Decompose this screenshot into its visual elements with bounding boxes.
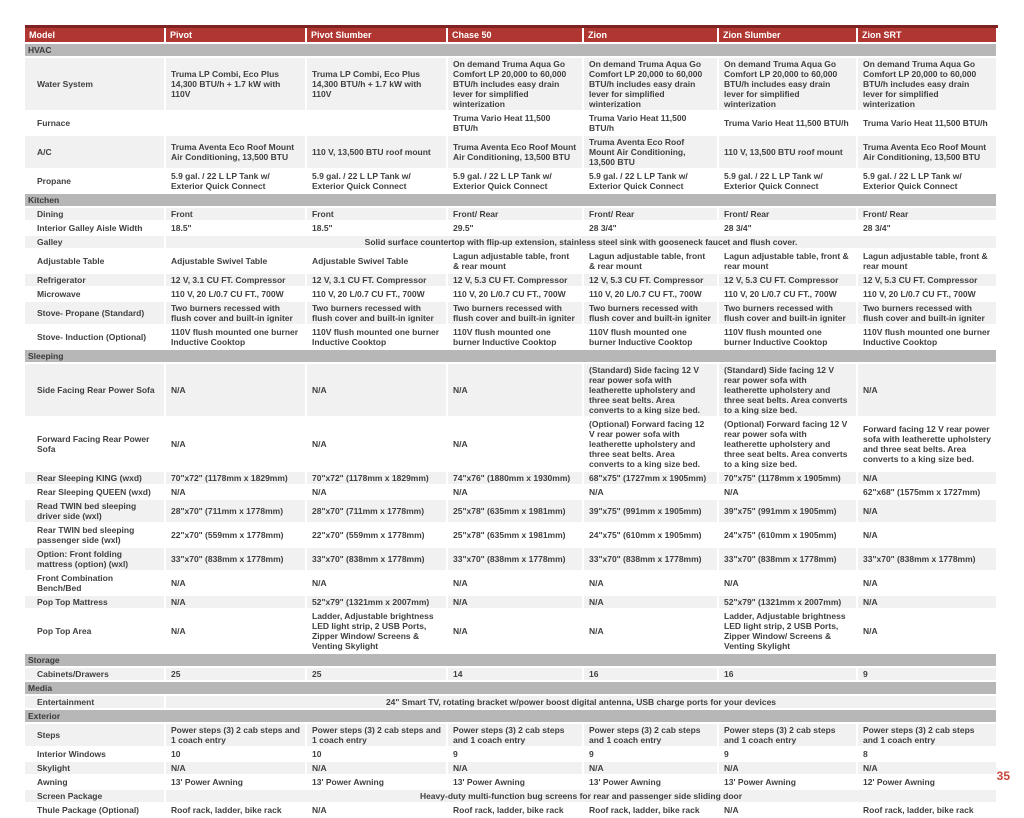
column-header-chase-50: Chase 50: [447, 27, 583, 44]
spec-cell: Truma Aventa Eco Roof Mount Air Conditioning, 13,500 BTU: [165, 135, 306, 169]
section-title: Media: [25, 681, 997, 695]
spec-cell: On demand Truma Aqua Go Comfort LP 20,000 to 60,000 BTU/h includes easy drain lever for simplified winterization: [583, 57, 718, 111]
spec-cell: N/A: [447, 609, 583, 653]
row-label: Microwave: [25, 287, 165, 301]
page-number: 35: [996, 769, 1010, 783]
row-label: Thule Package (Optional): [25, 803, 165, 817]
spec-cell: Lagun adjustable table, front & rear mount: [583, 249, 718, 273]
row-label: Front Combination Bench/Bed: [25, 571, 165, 595]
spec-cell: 5.9 gal. / 22 L LP Tank w/ Exterior Quick Connect: [718, 169, 857, 193]
spec-row: [25, 803, 997, 817]
row-label: Skylight: [25, 761, 165, 775]
spec-cell: Roof rack, ladder, bike rack: [583, 803, 718, 817]
spec-cell: Roof rack, ladder, bike rack: [165, 803, 306, 817]
spec-cell: N/A: [165, 761, 306, 775]
spec-cell: N/A: [857, 471, 997, 485]
spec-span-cell: Heavy-duty multi-function bug screens for rear and passenger side sliding door: [165, 789, 997, 803]
spec-cell: Two burners recessed with flush cover and built-in igniter: [447, 301, 583, 325]
section-title: Storage: [25, 653, 997, 667]
row-label: Pop Top Mattress: [25, 595, 165, 609]
spec-cell: 13' Power Awning: [306, 775, 447, 789]
spec-cell: 12 V, 5.3 CU FT. Compressor: [447, 273, 583, 287]
section-header-row: [25, 709, 997, 723]
spec-cell: N/A: [718, 803, 857, 817]
spec-cell: 70"x72" (1178mm x 1829mm): [165, 471, 306, 485]
spec-cell: 14: [447, 667, 583, 681]
spec-cell: Truma Aventa Eco Roof Mount Air Conditioning, 13,500 BTU: [583, 135, 718, 169]
spec-cell: 16: [718, 667, 857, 681]
spec-cell: 62"x68" (1575mm x 1727mm): [857, 485, 997, 499]
spec-row: [25, 609, 997, 653]
row-label: Adjustable Table: [25, 249, 165, 273]
spec-cell: N/A: [857, 571, 997, 595]
spec-row: [25, 789, 997, 803]
spec-cell: 9: [583, 747, 718, 761]
spec-cell: Truma Vario Heat 11,500 BTU/h: [857, 111, 997, 135]
spec-row: [25, 571, 997, 595]
row-label: Stove- Propane (Standard): [25, 301, 165, 325]
spec-cell: 22"x70" (559mm x 1778mm): [306, 523, 447, 547]
spec-cell: N/A: [857, 363, 997, 417]
row-label: Cabinets/Drawers: [25, 667, 165, 681]
spec-table-body: [25, 43, 997, 817]
spec-cell: N/A: [306, 363, 447, 417]
spec-row: [25, 775, 997, 789]
spec-cell: Roof rack, ladder, bike rack: [447, 803, 583, 817]
spec-cell: On demand Truma Aqua Go Comfort LP 20,000 to 60,000 BTU/h includes easy drain lever for simplified winterization: [718, 57, 857, 111]
spec-cell: Power steps (3) 2 cab steps and 1 coach entry: [583, 723, 718, 747]
spec-cell: 13' Power Awning: [447, 775, 583, 789]
spec-cell: N/A: [583, 485, 718, 499]
spec-cell: 9: [857, 667, 997, 681]
column-header-pivot: Pivot: [165, 27, 306, 44]
spec-cell: 110 V, 20 L/0.7 CU FT., 700W: [857, 287, 997, 301]
spec-row: [25, 111, 997, 135]
spec-cell: Two burners recessed with flush cover and built-in igniter: [718, 301, 857, 325]
section-header-row: [25, 653, 997, 667]
spec-cell: 39"x75" (991mm x 1905mm): [583, 499, 718, 523]
row-label: Side Facing Rear Power Sofa: [25, 363, 165, 417]
spec-row: [25, 595, 997, 609]
spec-cell: 24"x75" (610mm x 1905mm): [718, 523, 857, 547]
spec-cell: 110V flush mounted one burner Inductive Cooktop: [718, 325, 857, 349]
spec-cell: 10: [306, 747, 447, 761]
spec-cell: 28 3/4": [583, 221, 718, 235]
spec-cell: 52"x79" (1321mm x 2007mm): [718, 595, 857, 609]
spec-cell: 110 V, 20 L/0.7 CU FT., 700W: [306, 287, 447, 301]
spec-cell: N/A: [718, 761, 857, 775]
spec-cell: 25: [306, 667, 447, 681]
spec-cell: 68"x75" (1727mm x 1905mm): [583, 471, 718, 485]
spec-cell: 12' Power Awning: [857, 775, 997, 789]
spec-cell: (Optional) Forward facing 12 V rear power sofa with leatherette upholstery and three seat belts. Area converts to a king size bed.: [718, 417, 857, 471]
spec-cell: Truma LP Combi, Eco Plus 14,300 BTU/h + 1.7 kW with 110V: [165, 57, 306, 111]
spec-row: [25, 135, 997, 169]
spec-cell: 29.5": [447, 221, 583, 235]
spec-cell: 13' Power Awning: [165, 775, 306, 789]
spec-cell: Lagun adjustable table, front & rear mount: [857, 249, 997, 273]
spec-cell: 12 V, 5.3 CU FT. Compressor: [583, 273, 718, 287]
spec-cell: 12 V, 5.3 CU FT. Compressor: [857, 273, 997, 287]
spec-cell: 52"x79" (1321mm x 2007mm): [306, 595, 447, 609]
spec-cell: Two burners recessed with flush cover and built-in igniter: [306, 301, 447, 325]
spec-cell: 5.9 gal. / 22 L LP Tank w/ Exterior Quick Connect: [857, 169, 997, 193]
spec-cell: Power steps (3) 2 cab steps and 1 coach entry: [857, 723, 997, 747]
spec-cell: 16: [583, 667, 718, 681]
spec-cell: 5.9 gal. / 22 L LP Tank w/ Exterior Quick Connect: [306, 169, 447, 193]
spec-cell: 18.5": [306, 221, 447, 235]
spec-row: [25, 57, 997, 111]
spec-cell: 5.9 gal. / 22 L LP Tank w/ Exterior Quick Connect: [447, 169, 583, 193]
spec-cell: Front/ Rear: [447, 207, 583, 221]
spec-cell: N/A: [165, 485, 306, 499]
spec-cell: N/A: [306, 485, 447, 499]
spec-row: [25, 363, 997, 417]
spec-cell: Two burners recessed with flush cover and built-in igniter: [583, 301, 718, 325]
spec-cell: 13' Power Awning: [583, 775, 718, 789]
spec-row: [25, 301, 997, 325]
spec-cell: [165, 111, 306, 135]
spec-cell: 70"x72" (1178mm x 1829mm): [306, 471, 447, 485]
spec-cell: 74"x76" (1880mm x 1930mm): [447, 471, 583, 485]
spec-cell: 12 V, 3.1 CU FT. Compressor: [165, 273, 306, 287]
spec-cell: Front: [306, 207, 447, 221]
row-label: Steps: [25, 723, 165, 747]
spec-table-head: [25, 27, 997, 44]
spec-cell: Front/ Rear: [718, 207, 857, 221]
spec-cell: N/A: [583, 609, 718, 653]
row-label: Pop Top Area: [25, 609, 165, 653]
spec-cell: 33"x70" (838mm x 1778mm): [583, 547, 718, 571]
spec-cell: Power steps (3) 2 cab steps and 1 coach entry: [165, 723, 306, 747]
spec-cell: Front/ Rear: [857, 207, 997, 221]
spec-row: [25, 417, 997, 471]
spec-row: [25, 695, 997, 709]
spec-cell: Truma Vario Heat 11,500 BTU/h: [447, 111, 583, 135]
model-header-row: [25, 27, 997, 44]
spec-cell: Roof rack, ladder, bike rack: [857, 803, 997, 817]
spec-cell: 5.9 gal. / 22 L LP Tank w/ Exterior Quick Connect: [583, 169, 718, 193]
spec-cell: N/A: [165, 595, 306, 609]
section-header-row: [25, 193, 997, 207]
spec-cell: 110V flush mounted one burner Inductive Cooktop: [447, 325, 583, 349]
spec-table: [25, 25, 998, 818]
spec-row: [25, 169, 997, 193]
spec-cell: N/A: [165, 571, 306, 595]
spec-cell: N/A: [447, 761, 583, 775]
row-label: Awning: [25, 775, 165, 789]
spec-row: [25, 249, 997, 273]
spec-cell: Truma Vario Heat 11,500 BTU/h: [718, 111, 857, 135]
row-label: Propane: [25, 169, 165, 193]
spec-cell: 110 V, 20 L/0.7 CU FT., 700W: [447, 287, 583, 301]
row-label: Forward Facing Rear Power Sofa: [25, 417, 165, 471]
spec-sheet: [25, 25, 997, 818]
spec-cell: N/A: [306, 803, 447, 817]
spec-cell: Power steps (3) 2 cab steps and 1 coach entry: [718, 723, 857, 747]
column-header-zion-slumber: Zion Slumber: [718, 27, 857, 44]
row-label: Interior Windows: [25, 747, 165, 761]
spec-row: [25, 287, 997, 301]
spec-cell: (Optional) Forward facing 12 V rear power sofa with leatherette upholstery and three seat belts. Area converts to a king size bed.: [583, 417, 718, 471]
spec-row: [25, 547, 997, 571]
row-label: Refrigerator: [25, 273, 165, 287]
spec-cell: 28 3/4": [857, 221, 997, 235]
spec-cell: Two burners recessed with flush cover and built-in igniter: [857, 301, 997, 325]
spec-cell: On demand Truma Aqua Go Comfort LP 20,000 to 60,000 BTU/h includes easy drain lever for simplified winterization: [447, 57, 583, 111]
section-title: Exterior: [25, 709, 997, 723]
spec-cell: 25: [165, 667, 306, 681]
row-label: A/C: [25, 135, 165, 169]
spec-row: [25, 207, 997, 221]
spec-row: [25, 499, 997, 523]
spec-cell: N/A: [718, 571, 857, 595]
spec-cell: 8: [857, 747, 997, 761]
row-label: Rear TWIN bed sleeping passenger side (wxl): [25, 523, 165, 547]
spec-cell: Ladder, Adjustable brightness LED light strip, 2 USB Ports, Zipper Window/ Screens & Venting Skylight: [306, 609, 447, 653]
spec-cell: 25"x78" (635mm x 1981mm): [447, 499, 583, 523]
spec-cell: 110 V, 20 L/0.7 CU FT., 700W: [583, 287, 718, 301]
spec-cell: 18.5": [165, 221, 306, 235]
spec-cell: Power steps (3) 2 cab steps and 1 coach entry: [306, 723, 447, 747]
spec-cell: 24"x75" (610mm x 1905mm): [583, 523, 718, 547]
column-header-model: Model: [25, 27, 165, 44]
spec-cell: 110V flush mounted one burner Inductive Cooktop: [165, 325, 306, 349]
section-title: HVAC: [25, 43, 997, 57]
spec-cell: N/A: [306, 571, 447, 595]
spec-cell: N/A: [447, 571, 583, 595]
spec-cell: 33"x70" (838mm x 1778mm): [718, 547, 857, 571]
spec-cell: 110 V, 20 L/0.7 CU FT., 700W: [165, 287, 306, 301]
spec-cell: N/A: [165, 609, 306, 653]
spec-cell: N/A: [857, 761, 997, 775]
spec-cell: Truma Vario Heat 11,500 BTU/h: [583, 111, 718, 135]
spec-cell: Forward facing 12 V rear power sofa with leatherette upholstery and three seat belts. Area converts to a king size bed.: [857, 417, 997, 471]
spec-row: [25, 747, 997, 761]
spec-cell: Ladder, Adjustable brightness LED light strip, 2 USB Ports, Zipper Window/ Screens & Venting Skylight: [718, 609, 857, 653]
spec-cell: Front: [165, 207, 306, 221]
spec-cell: Power steps (3) 2 cab steps and 1 coach entry: [447, 723, 583, 747]
section-header-row: [25, 681, 997, 695]
column-header-pivot-slumber: Pivot Slumber: [306, 27, 447, 44]
spec-cell: N/A: [447, 417, 583, 471]
spec-cell: 110 V, 13,500 BTU roof mount: [718, 135, 857, 169]
spec-cell: Truma Aventa Eco Roof Mount Air Conditioning, 13,500 BTU: [857, 135, 997, 169]
spec-cell: 25"x78" (635mm x 1981mm): [447, 523, 583, 547]
spec-cell: 13' Power Awning: [718, 775, 857, 789]
spec-cell: 110V flush mounted one burner Inductive Cooktop: [857, 325, 997, 349]
spec-row: [25, 761, 997, 775]
row-label: Interior Galley Aisle Width: [25, 221, 165, 235]
spec-cell: Truma Aventa Eco Roof Mount Air Conditioning, 13,500 BTU: [447, 135, 583, 169]
spec-cell: 70"x75" (1178mm x 1905mm): [718, 471, 857, 485]
spec-row: [25, 523, 997, 547]
spec-cell: N/A: [165, 417, 306, 471]
section-title: Kitchen: [25, 193, 997, 207]
spec-cell: N/A: [165, 363, 306, 417]
spec-cell: N/A: [583, 761, 718, 775]
spec-cell: N/A: [857, 499, 997, 523]
spec-row: [25, 471, 997, 485]
spec-cell: 12 V, 5.3 CU FT. Compressor: [718, 273, 857, 287]
spec-cell: Lagun adjustable table, front & rear mount: [447, 249, 583, 273]
spec-cell: 33"x70" (838mm x 1778mm): [447, 547, 583, 571]
spec-cell: Front/ Rear: [583, 207, 718, 221]
row-label: Rear Sleeping KING (wxd): [25, 471, 165, 485]
spec-row: [25, 723, 997, 747]
spec-cell: N/A: [857, 523, 997, 547]
spec-cell: Adjustable Swivel Table: [306, 249, 447, 273]
row-label: Stove- Induction (Optional): [25, 325, 165, 349]
section-header-row: [25, 349, 997, 363]
column-header-zion: Zion: [583, 27, 718, 44]
spec-cell: 110V flush mounted one burner Inductive Cooktop: [583, 325, 718, 349]
row-label: Screen Package: [25, 789, 165, 803]
spec-cell: N/A: [306, 417, 447, 471]
spec-cell: N/A: [447, 485, 583, 499]
row-label: Option: Front folding mattress (option) (wxl): [25, 547, 165, 571]
spec-cell: 28"x70" (711mm x 1778mm): [306, 499, 447, 523]
spec-cell: N/A: [447, 363, 583, 417]
row-label: Read TWIN bed sleeping driver side (wxl): [25, 499, 165, 523]
spec-cell: 9: [447, 747, 583, 761]
spec-cell: 110 V, 20 L/0.7 CU FT., 700W: [718, 287, 857, 301]
spec-cell: N/A: [306, 761, 447, 775]
row-label: Rear Sleeping QUEEN (wxd): [25, 485, 165, 499]
spec-cell: N/A: [857, 609, 997, 653]
spec-row: [25, 273, 997, 287]
row-label: Entertainment: [25, 695, 165, 709]
spec-cell: Adjustable Swivel Table: [165, 249, 306, 273]
spec-cell: Two burners recessed with flush cover and built-in igniter: [165, 301, 306, 325]
section-title: Sleeping: [25, 349, 997, 363]
spec-cell: 39"x75" (991mm x 1905mm): [718, 499, 857, 523]
spec-span-cell: Solid surface countertop with flip-up extension, stainless steel sink with gooseneck faucet and flush cover.: [165, 235, 997, 249]
spec-cell: 10: [165, 747, 306, 761]
spec-cell: N/A: [583, 595, 718, 609]
column-header-zion-srt: Zion SRT: [857, 27, 997, 44]
row-label: Furnace: [25, 111, 165, 135]
row-label: Water System: [25, 57, 165, 111]
spec-cell: N/A: [857, 595, 997, 609]
spec-row: [25, 235, 997, 249]
spec-cell: On demand Truma Aqua Go Comfort LP 20,000 to 60,000 BTU/h includes easy drain lever for simplified winterization: [857, 57, 997, 111]
spec-row: [25, 221, 997, 235]
spec-cell: 22"x70" (559mm x 1778mm): [165, 523, 306, 547]
row-label: Galley: [25, 235, 165, 249]
spec-row: [25, 325, 997, 349]
spec-cell: N/A: [718, 485, 857, 499]
spec-cell: 33"x70" (838mm x 1778mm): [857, 547, 997, 571]
spec-cell: Lagun adjustable table, front & rear mount: [718, 249, 857, 273]
spec-cell: Truma LP Combi, Eco Plus 14,300 BTU/h + 1.7 kW with 110V: [306, 57, 447, 111]
spec-cell: (Standard) Side facing 12 V rear power sofa with leatherette upholstery and three seat belts. Area converts to a king size bed.: [583, 363, 718, 417]
spec-cell: (Standard) Side facing 12 V rear power sofa with leatherette upholstery and three seat belts. Area converts to a king size bed.: [718, 363, 857, 417]
spec-row: [25, 485, 997, 499]
spec-cell: 33"x70" (838mm x 1778mm): [306, 547, 447, 571]
spec-span-cell: 24" Smart TV, rotating bracket w/power boost digital antenna, USB charge ports for your devices: [165, 695, 997, 709]
spec-cell: 9: [718, 747, 857, 761]
spec-cell: 28 3/4": [718, 221, 857, 235]
spec-cell: 5.9 gal. / 22 L LP Tank w/ Exterior Quick Connect: [165, 169, 306, 193]
spec-cell: N/A: [447, 595, 583, 609]
section-header-row: [25, 43, 997, 57]
spec-cell: N/A: [583, 571, 718, 595]
spec-cell: 110 V, 13,500 BTU roof mount: [306, 135, 447, 169]
row-label: Dining: [25, 207, 165, 221]
spec-cell: 28"x70" (711mm x 1778mm): [165, 499, 306, 523]
spec-cell: 33"x70" (838mm x 1778mm): [165, 547, 306, 571]
spec-cell: 110V flush mounted one burner Inductive Cooktop: [306, 325, 447, 349]
spec-cell: [306, 111, 447, 135]
spec-cell: 12 V, 3.1 CU FT. Compressor: [306, 273, 447, 287]
spec-row: [25, 667, 997, 681]
